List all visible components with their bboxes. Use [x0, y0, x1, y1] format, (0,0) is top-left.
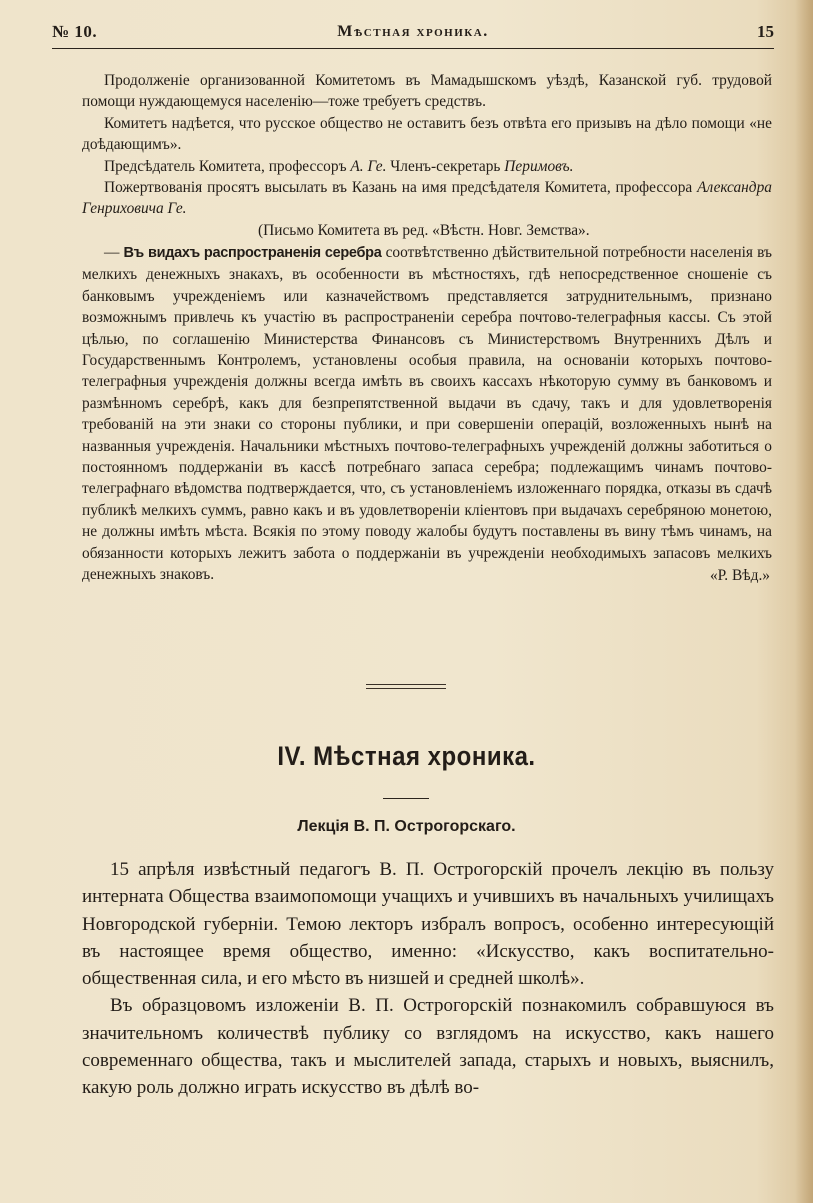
running-title: Мѣстная хроника. [337, 23, 489, 40]
committee-notice [82, 70, 772, 241]
section-divider [366, 684, 446, 692]
paragraph-labour-help: Продолженіе организованной Комитетомъ въ Мамадышскомъ уѣздѣ, Казанской губ. трудовой помощи нуждающемуся населенію—тоже требуетъ средствъ. [82, 72, 772, 111]
lecture-paragraph-2: Въ образцовомъ изложеніи В. П. Острогорскій познакомилъ собравшуюся въ значительномъ количествѣ публику со взглядомъ на искусство, какъ нашего современнаго общества, такъ и мыслителей запада, старыхъ и новыхъ, выяснилъ, какую роль должно играть искусство въ дѣлѣ во- [82, 995, 774, 1099]
lecture-subtitle: Лекція В. П. Острогорскаго. [297, 818, 516, 835]
silver-source: «Р. Вѣд.» [709, 566, 770, 584]
header-rule [52, 48, 774, 49]
issue-number: № 10. [52, 22, 98, 41]
page-number: 15 [757, 22, 774, 41]
professor-name: Александра Генриховича Ге. [82, 179, 772, 218]
silver-lead: Въ видахъ распространенія серебра [123, 245, 382, 261]
lecture-paragraph-1: 15 апрѣля извѣстный педагогъ В. П. Острогорскій прочелъ лекцію въ пользу интерната Общества взаимопомощи учащихъ и учившихъ въ начальныхъ училищахъ Новгородской губерніи. Темою лекторъ избралъ вопросъ, особенно интересующій въ настоящее время общество, именно: «Искусство, какъ воспитательно-общественная сила, и его мѣсто въ низшей и средней школѣ». [82, 859, 774, 990]
title-rule [383, 798, 429, 799]
silver-paragraph: — Въ видахъ распространенія серебра соотвѣтственно дѣйствительной потребности населенія въ мелкихъ денежныхъ знакахъ, въ особенности въ мѣстностяхъ, гдѣ непосредственное сношеніе съ банковымъ учрежденіемъ или казначействомъ представляется затруднительнымъ, признано возможнымъ привлечь къ участію въ распространеніи серебра почтово-телеграфныя кассы. Съ этой цѣлью, по соглашенію Министерства Финансовъ съ Министерствомъ Внутреннихъ Дѣлъ и Государственнымъ Контролемъ, установлены особыя правила, на основаніи которыхъ почтово-телеграфныя учрежденія должны всегда имѣть въ своихъ кассахъ нѣкоторую сумму въ банковомъ и размѣнномъ серебрѣ, какъ для безпрепятственной выдачи въ сдачу, такъ и для удовлетворенія требованій на эти знаки со стороны публики, и при совершеніи операцій, возложенныхъ нынѣ на названныя учрежденія. Начальники мѣстныхъ почтово-телеграфныхъ учрежденій должны заботиться о постоянномъ поддержаніи въ кассѣ потребнаго запаса серебра; подлежащимъ чинамъ почтово-телеграфнаго вѣдомства подтверждается, что, съ установленіемъ изложеннаго порядка, отказы въ сдачѣ публикѣ мелкихъ суммъ, равно какъ и въ удовлетвореніи кліентовъ при выдачахъ серебряною монетою, не должны имѣть мѣста. Всякія по этому поводу жалобы будутъ поставлены въ вину тѣмъ чинамъ, на обязанности которыхъ лежитъ забота о поддержаніи въ учрежденіи необходимыхъ запасовъ мелкихъ денежныхъ знаковъ. [82, 244, 772, 584]
secretary-name: Перимовъ. [504, 157, 574, 175]
silver-notice [82, 242, 772, 586]
chair-name: А. Ге. [350, 157, 387, 175]
letter-source: (Письмо Комитета въ ред. «Вѣстн. Новг. Земства». [258, 221, 590, 239]
section-title: IV. Мѣстная хроника. [277, 741, 536, 772]
paper-edge-shadow [795, 0, 813, 1203]
paragraph-appeal: Комитетъ надѣется, что русское общество не оставитъ безъ отвѣта его призывъ на дѣло помощи «не доѣдающимъ». [82, 114, 772, 154]
running-header [52, 22, 774, 46]
donations-line: Пожертвованія просятъ высылать въ Казань на имя предсѣдателя Комитета, профессора Александра Генриховича Ге. [82, 179, 772, 218]
chair-line: Предсѣдатель Комитета, профессоръ А. Ге. Членъ-секретарь Перимовъ. [104, 157, 574, 175]
lecture-article [82, 856, 774, 1102]
